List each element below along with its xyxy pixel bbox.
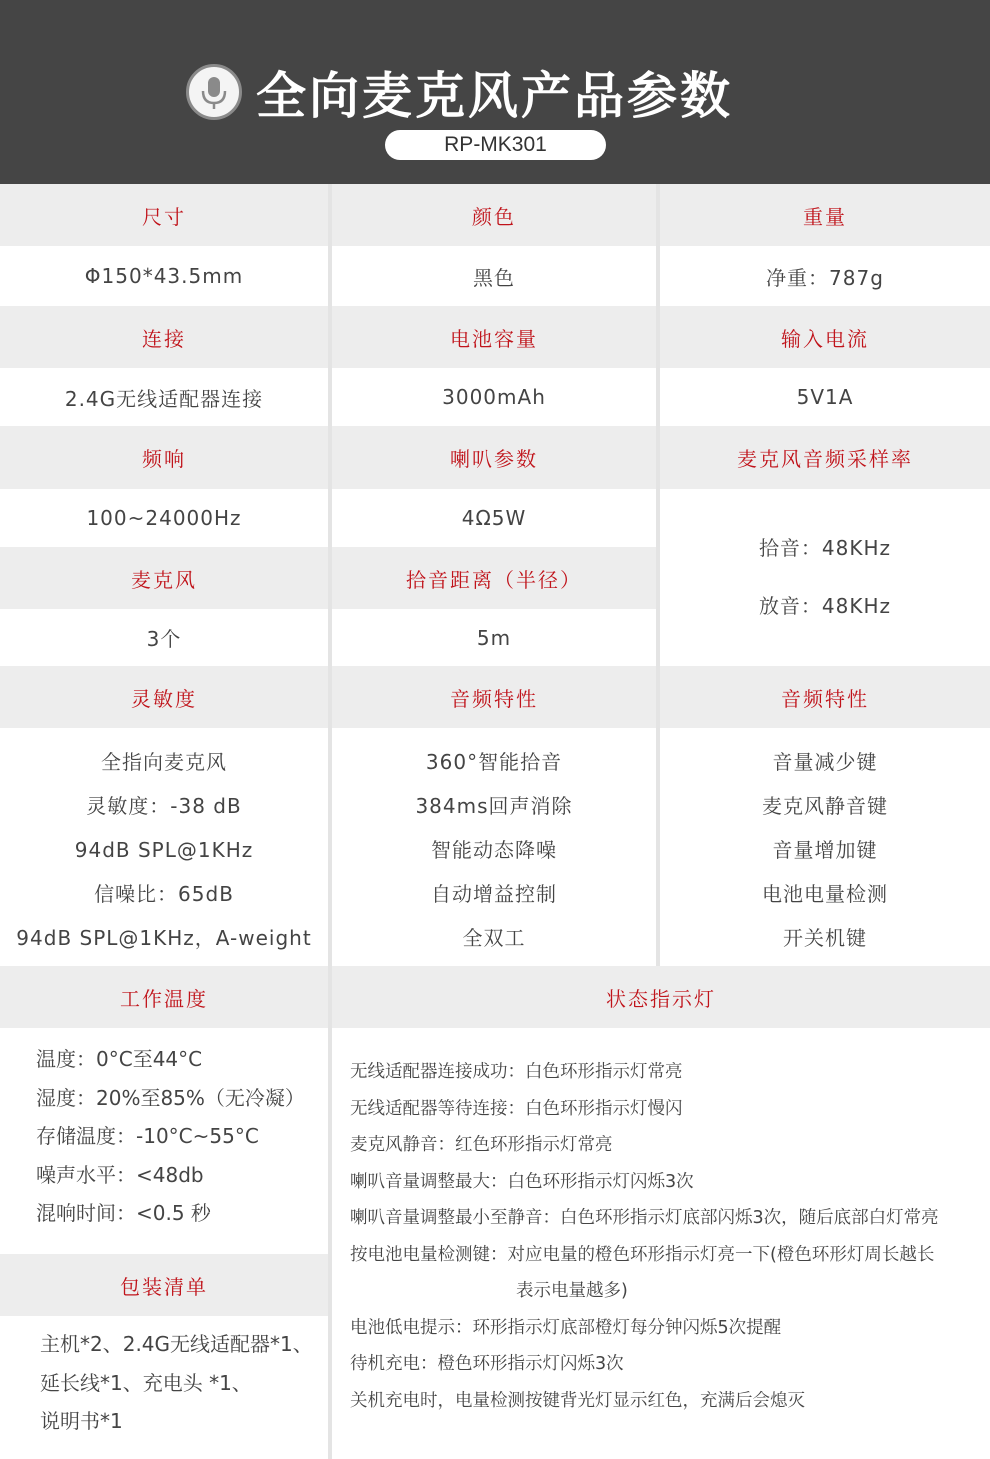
- list-item: 待机充电：橙色环形指示灯闪烁3次: [350, 1354, 624, 1374]
- package-list: [40, 1325, 313, 1441]
- column-divider: [328, 184, 332, 1459]
- list-item: 喇叭音量调整最大：白色环形指示灯闪烁3次: [350, 1171, 694, 1192]
- list-item: 音量减少键: [772, 750, 878, 774]
- label-input-current: 输入电流: [660, 306, 990, 368]
- list-item: 湿度：20%至85%（无冷凝）: [36, 1085, 305, 1110]
- value-color: 黑色: [332, 246, 656, 306]
- list-item: 噪声水平：<48db: [36, 1162, 204, 1187]
- list-item: 温度：0°C至44°C: [36, 1047, 203, 1071]
- label-color: 颜色: [332, 184, 656, 246]
- label-sample-rate: 麦克风音频采样率: [660, 426, 990, 489]
- list-item: 开关机键: [783, 926, 867, 950]
- label-sensitivity: 灵敏度: [0, 666, 328, 728]
- value-microphones: 3个: [0, 609, 328, 666]
- list-item: 喇叭音量调整最小至静音：白色环形指示灯底部闪烁3次，随后底部白灯常亮: [350, 1208, 939, 1228]
- label-package-list: 包装清单: [0, 1254, 328, 1316]
- list-item: 电池低电提示：环形指示灯底部橙灯每分钟闪烁5次提醒: [350, 1317, 782, 1338]
- list-item: 全双工: [462, 926, 526, 950]
- list-item: 麦克风静音：红色环形指示灯常亮: [350, 1135, 613, 1155]
- list-item: 信噪比：65dB: [94, 882, 234, 906]
- value-input-current: 5V1A: [660, 368, 990, 426]
- list-item: 混响时间：<0.5 秒: [36, 1201, 211, 1225]
- list-item: 94dB SPL@1KHz: [74, 838, 254, 862]
- sample-rate-pickup: 拾音：48KHz: [758, 536, 892, 560]
- list-item: 全指向麦克风: [101, 750, 227, 774]
- page-title: 全向麦克风产品参数: [256, 67, 733, 125]
- model-badge: RP-MK301: [385, 130, 606, 160]
- value-speaker: 4Ω5W: [332, 489, 656, 547]
- label-audio-keys: 音频特性: [660, 666, 990, 728]
- list-item: 说明书*1: [40, 1409, 123, 1433]
- header-banner: [0, 0, 990, 184]
- list-item: 360°智能拾音: [425, 750, 563, 774]
- list-item: 存储温度：-10°C~55°C: [36, 1124, 259, 1148]
- value-weight: 净重：787g: [660, 246, 990, 306]
- list-item: 麦克风静音键: [762, 794, 888, 818]
- value-sensitivity-list: [0, 732, 328, 958]
- list-item: 无线适配器连接成功：白色环形指示灯常亮: [350, 1062, 683, 1082]
- value-frequency: 100~24000Hz: [0, 489, 328, 547]
- label-working-temperature: 工作温度: [0, 966, 328, 1028]
- value-sample-rate: [660, 489, 990, 665]
- temperature-list: [36, 1040, 305, 1233]
- list-item: 表示电量越多): [516, 1281, 628, 1301]
- value-audio-keys-list: [660, 732, 990, 958]
- list-item: 主机*2、2.4G无线适配器*1、: [40, 1332, 313, 1356]
- value-audio-features-list: [332, 732, 656, 958]
- value-battery: 3000mAh: [332, 368, 656, 426]
- list-item: 无线适配器等待连接：白色环形指示灯慢闪: [350, 1098, 683, 1119]
- sample-rate-playback: 放音：48KHz: [758, 594, 892, 618]
- list-item: 灵敏度：-38 dB: [86, 794, 242, 818]
- label-speaker: 喇叭参数: [332, 426, 656, 489]
- list-item: 按电池电量检测键：对应电量的橙色环形指示灯亮一下(橙色环形灯周长越长: [350, 1244, 935, 1265]
- label-battery: 电池容量: [332, 306, 656, 368]
- label-frequency: 频响: [0, 426, 328, 489]
- list-item: 关机充电时，电量检测按键背光灯显示红色，充满后会熄灭: [350, 1390, 805, 1411]
- status-list: [350, 1054, 939, 1419]
- list-item: 384ms回声消除: [415, 794, 573, 818]
- label-status-indicator: 状态指示灯: [332, 966, 990, 1028]
- list-item: 自动增益控制: [431, 882, 557, 906]
- label-audio-features: 音频特性: [332, 666, 656, 728]
- list-item: 智能动态降噪: [431, 838, 557, 862]
- value-pickup-distance: 5m: [332, 609, 656, 666]
- label-microphones: 麦克风: [0, 547, 328, 609]
- list-item: 94dB SPL@1KHz，A-weight: [16, 926, 312, 950]
- label-size: 尺寸: [0, 184, 328, 246]
- microphone-icon: [186, 64, 242, 120]
- label-connection: 连接: [0, 306, 328, 368]
- value-size: Φ150*43.5mm: [0, 246, 328, 306]
- label-pickup-distance: 拾音距离（半径）: [332, 547, 656, 609]
- list-item: 延长线*1、充电头 *1、: [40, 1370, 252, 1395]
- list-item: 音量增加键: [772, 838, 878, 862]
- column-divider: [656, 184, 660, 966]
- value-connection: 2.4G无线适配器连接: [0, 368, 328, 426]
- list-item: 电池电量检测: [762, 882, 888, 906]
- label-weight: 重量: [660, 184, 990, 246]
